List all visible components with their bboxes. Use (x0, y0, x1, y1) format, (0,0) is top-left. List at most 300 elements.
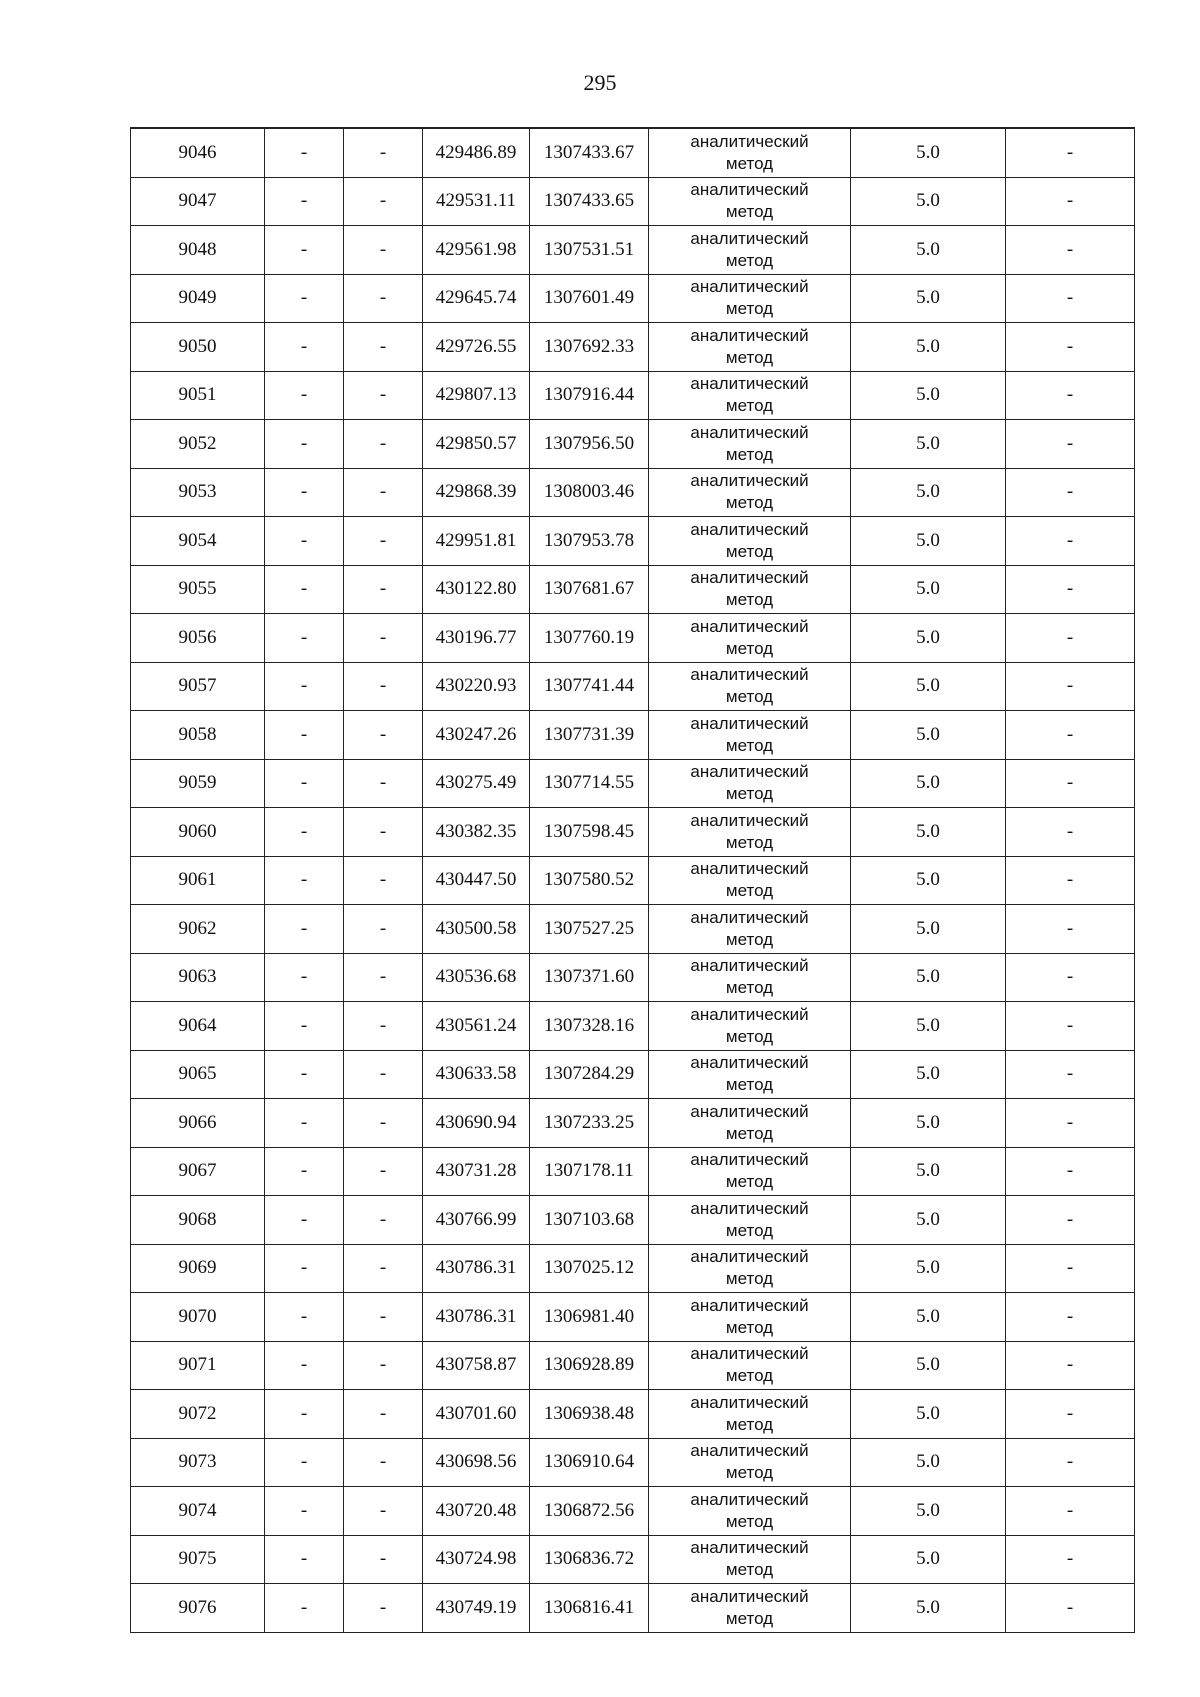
method-line-1: аналитический (690, 762, 809, 782)
empty-dash-cell: - (1006, 565, 1135, 614)
accuracy-cell: 5.0 (851, 905, 1006, 954)
x-coordinate-cell: 430690.94 (423, 1099, 530, 1148)
method-cell (649, 808, 851, 857)
empty-dash-cell: - (1006, 1535, 1135, 1584)
empty-dash-cell: - (1006, 323, 1135, 372)
table-row (131, 468, 1135, 517)
table-row (131, 1584, 1135, 1633)
y-coordinate-cell: 1307953.78 (530, 517, 649, 566)
empty-dash-cell: - (265, 517, 344, 566)
point-number-cell: 9073 (131, 1438, 265, 1487)
empty-dash-cell: - (1006, 953, 1135, 1002)
method-cell (649, 905, 851, 954)
method-line-2: метод (725, 978, 774, 998)
method-line-1: аналитический (690, 907, 809, 927)
accuracy-cell: 5.0 (851, 274, 1006, 323)
table-row (131, 1438, 1135, 1487)
point-number-cell: 9054 (131, 517, 265, 566)
empty-dash-cell: - (1006, 1390, 1135, 1439)
x-coordinate-cell: 429561.98 (423, 226, 530, 275)
empty-dash-cell: - (265, 808, 344, 857)
table-row (131, 226, 1135, 275)
empty-dash-cell: - (265, 177, 344, 226)
empty-dash-cell: - (344, 274, 423, 323)
accuracy-cell: 5.0 (851, 1002, 1006, 1051)
x-coordinate-cell: 430749.19 (423, 1584, 530, 1633)
empty-dash-cell: - (344, 953, 423, 1002)
accuracy-cell: 5.0 (851, 565, 1006, 614)
empty-dash-cell: - (344, 371, 423, 420)
point-number-cell: 9066 (131, 1099, 265, 1148)
empty-dash-cell: - (265, 1584, 344, 1633)
method-cell (649, 1002, 851, 1051)
y-coordinate-cell: 1307598.45 (530, 808, 649, 857)
point-number-cell: 9072 (131, 1390, 265, 1439)
method-line-1: аналитический (690, 1344, 809, 1364)
method-line-1: аналитический (690, 1586, 809, 1606)
method-line-2: метод (725, 687, 774, 707)
empty-dash-cell: - (265, 1487, 344, 1536)
method-line-1: аналитический (690, 374, 809, 394)
point-number-cell: 9059 (131, 759, 265, 808)
method-line-1: аналитический (690, 228, 809, 248)
method-line-2: метод (725, 1269, 774, 1289)
method-line-1: аналитический (690, 1538, 809, 1558)
empty-dash-cell: - (1006, 1438, 1135, 1487)
method-line-2: метод (725, 396, 774, 416)
empty-dash-cell: - (1006, 759, 1135, 808)
x-coordinate-cell: 430220.93 (423, 662, 530, 711)
y-coordinate-cell: 1307714.55 (530, 759, 649, 808)
y-coordinate-cell: 1306872.56 (530, 1487, 649, 1536)
empty-dash-cell: - (1006, 1147, 1135, 1196)
method-line-1: аналитический (690, 1198, 809, 1218)
table-row (131, 371, 1135, 420)
point-number-cell: 9051 (131, 371, 265, 420)
method-line-2: метод (725, 1220, 774, 1240)
x-coordinate-cell: 430766.99 (423, 1196, 530, 1245)
empty-dash-cell: - (265, 1196, 344, 1245)
x-coordinate-cell: 429645.74 (423, 274, 530, 323)
table-row (131, 323, 1135, 372)
method-cell (649, 517, 851, 566)
x-coordinate-cell: 429850.57 (423, 420, 530, 469)
empty-dash-cell: - (344, 808, 423, 857)
empty-dash-cell: - (265, 468, 344, 517)
empty-dash-cell: - (344, 1487, 423, 1536)
empty-dash-cell: - (265, 128, 344, 177)
x-coordinate-cell: 430500.58 (423, 905, 530, 954)
x-coordinate-cell: 430275.49 (423, 759, 530, 808)
method-line-1: аналитический (690, 422, 809, 442)
y-coordinate-cell: 1307760.19 (530, 614, 649, 663)
point-number-cell: 9057 (131, 662, 265, 711)
empty-dash-cell: - (344, 565, 423, 614)
point-number-cell: 9069 (131, 1244, 265, 1293)
empty-dash-cell: - (1006, 371, 1135, 420)
table-row (131, 1050, 1135, 1099)
method-line-2: метод (725, 832, 774, 852)
method-line-1: аналитический (690, 277, 809, 297)
empty-dash-cell: - (265, 420, 344, 469)
empty-dash-cell: - (1006, 1487, 1135, 1536)
empty-dash-cell: - (1006, 128, 1135, 177)
empty-dash-cell: - (265, 1050, 344, 1099)
accuracy-cell: 5.0 (851, 1196, 1006, 1245)
method-cell (649, 1099, 851, 1148)
point-number-cell: 9060 (131, 808, 265, 857)
table-row (131, 856, 1135, 905)
method-line-2: метод (725, 493, 774, 513)
empty-dash-cell: - (1006, 177, 1135, 226)
table-row (131, 808, 1135, 857)
table-row (131, 1002, 1135, 1051)
y-coordinate-cell: 1306836.72 (530, 1535, 649, 1584)
empty-dash-cell: - (344, 1535, 423, 1584)
empty-dash-cell: - (265, 1147, 344, 1196)
method-line-1: аналитический (690, 131, 809, 151)
empty-dash-cell: - (344, 662, 423, 711)
accuracy-cell: 5.0 (851, 614, 1006, 663)
x-coordinate-cell: 430633.58 (423, 1050, 530, 1099)
empty-dash-cell: - (344, 614, 423, 663)
accuracy-cell: 5.0 (851, 662, 1006, 711)
empty-dash-cell: - (265, 226, 344, 275)
accuracy-cell: 5.0 (851, 711, 1006, 760)
method-line-2: метод (725, 202, 774, 222)
y-coordinate-cell: 1307916.44 (530, 371, 649, 420)
method-line-2: метод (725, 153, 774, 173)
empty-dash-cell: - (344, 468, 423, 517)
table-row (131, 953, 1135, 1002)
method-cell (649, 468, 851, 517)
y-coordinate-cell: 1306981.40 (530, 1293, 649, 1342)
accuracy-cell: 5.0 (851, 468, 1006, 517)
method-cell (649, 711, 851, 760)
method-cell (649, 1487, 851, 1536)
method-line-1: аналитический (690, 568, 809, 588)
method-cell (649, 1438, 851, 1487)
method-cell (649, 420, 851, 469)
y-coordinate-cell: 1307025.12 (530, 1244, 649, 1293)
method-line-2: метод (725, 929, 774, 949)
method-line-2: метод (725, 444, 774, 464)
table-row (131, 759, 1135, 808)
accuracy-cell: 5.0 (851, 1390, 1006, 1439)
empty-dash-cell: - (1006, 808, 1135, 857)
method-line-1: аналитический (690, 1489, 809, 1509)
table-row (131, 1390, 1135, 1439)
table-row (131, 128, 1135, 177)
accuracy-cell: 5.0 (851, 953, 1006, 1002)
empty-dash-cell: - (344, 1244, 423, 1293)
empty-dash-cell: - (344, 1050, 423, 1099)
method-line-2: метод (725, 1123, 774, 1143)
y-coordinate-cell: 1307741.44 (530, 662, 649, 711)
accuracy-cell: 5.0 (851, 1244, 1006, 1293)
y-coordinate-cell: 1307328.16 (530, 1002, 649, 1051)
point-number-cell: 9047 (131, 177, 265, 226)
method-line-2: метод (725, 1172, 774, 1192)
method-line-1: аналитический (690, 1053, 809, 1073)
x-coordinate-cell: 430382.35 (423, 808, 530, 857)
x-coordinate-cell: 429531.11 (423, 177, 530, 226)
empty-dash-cell: - (265, 1002, 344, 1051)
empty-dash-cell: - (265, 274, 344, 323)
point-number-cell: 9062 (131, 905, 265, 954)
empty-dash-cell: - (265, 323, 344, 372)
x-coordinate-cell: 429726.55 (423, 323, 530, 372)
method-line-2: метод (725, 1366, 774, 1386)
empty-dash-cell: - (344, 1196, 423, 1245)
empty-dash-cell: - (265, 759, 344, 808)
empty-dash-cell: - (265, 953, 344, 1002)
empty-dash-cell: - (344, 1341, 423, 1390)
empty-dash-cell: - (265, 1438, 344, 1487)
accuracy-cell: 5.0 (851, 1050, 1006, 1099)
x-coordinate-cell: 430447.50 (423, 856, 530, 905)
empty-dash-cell: - (1006, 711, 1135, 760)
x-coordinate-cell: 429951.81 (423, 517, 530, 566)
method-cell (649, 1293, 851, 1342)
point-number-cell: 9075 (131, 1535, 265, 1584)
empty-dash-cell: - (344, 323, 423, 372)
accuracy-cell: 5.0 (851, 1487, 1006, 1536)
x-coordinate-cell: 429868.39 (423, 468, 530, 517)
point-number-cell: 9063 (131, 953, 265, 1002)
x-coordinate-cell: 430196.77 (423, 614, 530, 663)
x-coordinate-cell: 429486.89 (423, 128, 530, 177)
empty-dash-cell: - (265, 1099, 344, 1148)
method-line-1: аналитический (690, 1150, 809, 1170)
empty-dash-cell: - (265, 1244, 344, 1293)
x-coordinate-cell: 430724.98 (423, 1535, 530, 1584)
method-cell (649, 759, 851, 808)
table-row (131, 1487, 1135, 1536)
table-row (131, 1099, 1135, 1148)
coordinates-table (130, 127, 1135, 1633)
method-line-2: метод (725, 250, 774, 270)
empty-dash-cell: - (1006, 1584, 1135, 1633)
y-coordinate-cell: 1307178.11 (530, 1147, 649, 1196)
empty-dash-cell: - (344, 128, 423, 177)
method-line-1: аналитический (690, 1441, 809, 1461)
accuracy-cell: 5.0 (851, 517, 1006, 566)
accuracy-cell: 5.0 (851, 759, 1006, 808)
empty-dash-cell: - (344, 856, 423, 905)
method-line-2: метод (725, 1414, 774, 1434)
method-cell (649, 323, 851, 372)
y-coordinate-cell: 1306910.64 (530, 1438, 649, 1487)
empty-dash-cell: - (344, 1293, 423, 1342)
x-coordinate-cell: 430786.31 (423, 1244, 530, 1293)
y-coordinate-cell: 1307371.60 (530, 953, 649, 1002)
method-line-1: аналитический (690, 616, 809, 636)
point-number-cell: 9049 (131, 274, 265, 323)
method-cell (649, 1584, 851, 1633)
method-line-1: аналитический (690, 1004, 809, 1024)
method-cell (649, 1244, 851, 1293)
method-cell (649, 1390, 851, 1439)
empty-dash-cell: - (1006, 420, 1135, 469)
table-row (131, 1196, 1135, 1245)
empty-dash-cell: - (265, 856, 344, 905)
point-number-cell: 9048 (131, 226, 265, 275)
y-coordinate-cell: 1307233.25 (530, 1099, 649, 1148)
y-coordinate-cell: 1307433.67 (530, 128, 649, 177)
table-body (131, 128, 1135, 1632)
empty-dash-cell: - (265, 662, 344, 711)
table-row (131, 1244, 1135, 1293)
empty-dash-cell: - (344, 905, 423, 954)
accuracy-cell: 5.0 (851, 420, 1006, 469)
method-line-2: метод (725, 590, 774, 610)
x-coordinate-cell: 430758.87 (423, 1341, 530, 1390)
method-cell (649, 1196, 851, 1245)
method-line-2: метод (725, 1075, 774, 1095)
x-coordinate-cell: 430698.56 (423, 1438, 530, 1487)
empty-dash-cell: - (1006, 1196, 1135, 1245)
x-coordinate-cell: 429807.13 (423, 371, 530, 420)
empty-dash-cell: - (344, 517, 423, 566)
y-coordinate-cell: 1307692.33 (530, 323, 649, 372)
point-number-cell: 9067 (131, 1147, 265, 1196)
method-line-2: метод (725, 541, 774, 561)
empty-dash-cell: - (1006, 274, 1135, 323)
accuracy-cell: 5.0 (851, 1535, 1006, 1584)
accuracy-cell: 5.0 (851, 808, 1006, 857)
method-line-2: метод (725, 1608, 774, 1628)
y-coordinate-cell: 1306816.41 (530, 1584, 649, 1633)
method-cell (649, 953, 851, 1002)
method-line-2: метод (725, 1560, 774, 1580)
empty-dash-cell: - (265, 614, 344, 663)
empty-dash-cell: - (1006, 517, 1135, 566)
empty-dash-cell: - (1006, 1099, 1135, 1148)
table-row (131, 1535, 1135, 1584)
method-cell (649, 565, 851, 614)
method-line-1: аналитический (690, 1295, 809, 1315)
accuracy-cell: 5.0 (851, 128, 1006, 177)
table-row (131, 274, 1135, 323)
method-line-1: аналитический (690, 1392, 809, 1412)
empty-dash-cell: - (1006, 1244, 1135, 1293)
empty-dash-cell: - (1006, 1050, 1135, 1099)
page-number: 295 (583, 70, 617, 95)
point-number-cell: 9055 (131, 565, 265, 614)
point-number-cell: 9046 (131, 128, 265, 177)
empty-dash-cell: - (265, 1390, 344, 1439)
empty-dash-cell: - (1006, 856, 1135, 905)
table-row (131, 711, 1135, 760)
accuracy-cell: 5.0 (851, 226, 1006, 275)
method-line-2: метод (725, 735, 774, 755)
empty-dash-cell: - (1006, 614, 1135, 663)
method-line-2: метод (725, 784, 774, 804)
point-number-cell: 9053 (131, 468, 265, 517)
method-cell (649, 1535, 851, 1584)
method-line-2: метод (725, 881, 774, 901)
point-number-cell: 9070 (131, 1293, 265, 1342)
empty-dash-cell: - (1006, 468, 1135, 517)
y-coordinate-cell: 1307284.29 (530, 1050, 649, 1099)
accuracy-cell: 5.0 (851, 1099, 1006, 1148)
point-number-cell: 9076 (131, 1584, 265, 1633)
point-number-cell: 9056 (131, 614, 265, 663)
table-row (131, 905, 1135, 954)
method-line-1: аналитический (690, 1101, 809, 1121)
y-coordinate-cell: 1307601.49 (530, 274, 649, 323)
empty-dash-cell: - (1006, 662, 1135, 711)
empty-dash-cell: - (344, 1147, 423, 1196)
y-coordinate-cell: 1307433.65 (530, 177, 649, 226)
method-line-1: аналитический (690, 325, 809, 345)
y-coordinate-cell: 1308003.46 (530, 468, 649, 517)
y-coordinate-cell: 1307527.25 (530, 905, 649, 954)
y-coordinate-cell: 1306938.48 (530, 1390, 649, 1439)
method-line-1: аналитический (690, 713, 809, 733)
method-line-2: метод (725, 347, 774, 367)
method-cell (649, 662, 851, 711)
method-line-1: аналитический (690, 859, 809, 879)
table-row (131, 565, 1135, 614)
empty-dash-cell: - (1006, 1002, 1135, 1051)
method-cell (649, 1050, 851, 1099)
method-cell (649, 177, 851, 226)
table-row (131, 517, 1135, 566)
y-coordinate-cell: 1307681.67 (530, 565, 649, 614)
empty-dash-cell: - (344, 177, 423, 226)
x-coordinate-cell: 430122.80 (423, 565, 530, 614)
y-coordinate-cell: 1307103.68 (530, 1196, 649, 1245)
empty-dash-cell: - (344, 711, 423, 760)
method-cell (649, 371, 851, 420)
accuracy-cell: 5.0 (851, 1438, 1006, 1487)
x-coordinate-cell: 430536.68 (423, 953, 530, 1002)
method-line-1: аналитический (690, 1247, 809, 1267)
empty-dash-cell: - (344, 420, 423, 469)
empty-dash-cell: - (1006, 1293, 1135, 1342)
point-number-cell: 9071 (131, 1341, 265, 1390)
point-number-cell: 9050 (131, 323, 265, 372)
table-row (131, 420, 1135, 469)
table-row (131, 177, 1135, 226)
table-row (131, 1293, 1135, 1342)
empty-dash-cell: - (344, 226, 423, 275)
method-cell (649, 226, 851, 275)
accuracy-cell: 5.0 (851, 323, 1006, 372)
x-coordinate-cell: 430786.31 (423, 1293, 530, 1342)
method-line-2: метод (725, 638, 774, 658)
empty-dash-cell: - (344, 759, 423, 808)
empty-dash-cell: - (1006, 1341, 1135, 1390)
method-line-2: метод (725, 1317, 774, 1337)
accuracy-cell: 5.0 (851, 1584, 1006, 1633)
method-line-1: аналитический (690, 665, 809, 685)
y-coordinate-cell: 1306928.89 (530, 1341, 649, 1390)
empty-dash-cell: - (344, 1099, 423, 1148)
empty-dash-cell: - (344, 1438, 423, 1487)
x-coordinate-cell: 430701.60 (423, 1390, 530, 1439)
empty-dash-cell: - (344, 1584, 423, 1633)
x-coordinate-cell: 430247.26 (423, 711, 530, 760)
x-coordinate-cell: 430561.24 (423, 1002, 530, 1051)
y-coordinate-cell: 1307731.39 (530, 711, 649, 760)
method-line-2: метод (725, 1511, 774, 1531)
point-number-cell: 9074 (131, 1487, 265, 1536)
method-cell (649, 128, 851, 177)
method-line-1: аналитический (690, 471, 809, 491)
